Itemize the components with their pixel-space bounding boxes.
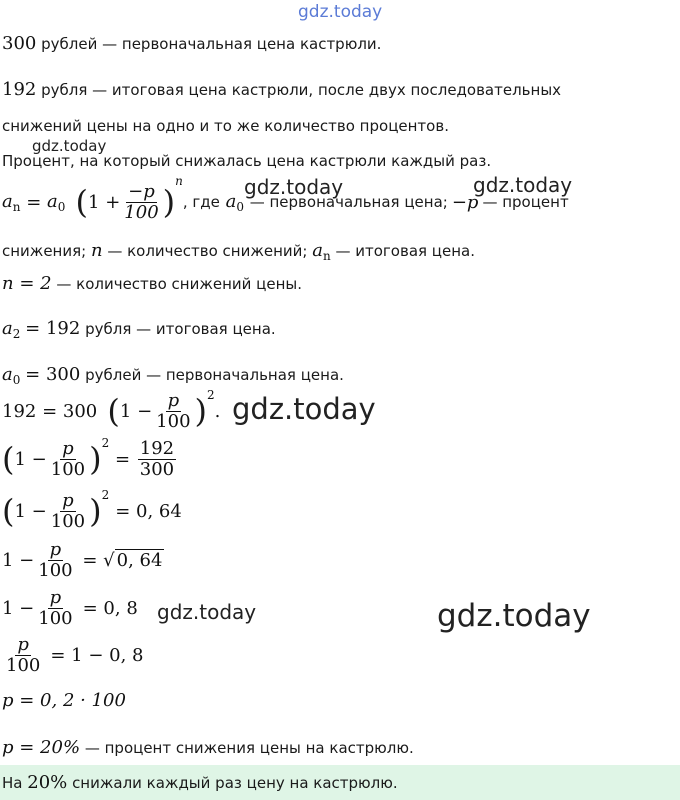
line-a0 bbox=[2, 364, 344, 387]
a2-symbol: $a_2$ bbox=[2, 318, 21, 341]
one-minus: 1 − bbox=[2, 597, 35, 619]
line-definitions bbox=[2, 240, 475, 263]
one-minus: 1 − bbox=[14, 500, 47, 522]
value-192: 192 bbox=[2, 79, 37, 100]
fraction-192-300 bbox=[138, 439, 176, 480]
an-symbol: $a_n$ bbox=[312, 240, 331, 263]
sqrt-value: 0, 64 bbox=[116, 550, 163, 571]
equation-7: p = 0, 2 · 100 bbox=[2, 690, 126, 711]
answer-line bbox=[2, 772, 398, 793]
eq-right: = 0, 8 bbox=[82, 597, 138, 619]
watermark: gdz.today bbox=[32, 137, 107, 155]
exponent: 2 bbox=[101, 488, 110, 502]
minus-p-symbol: −p bbox=[451, 191, 479, 213]
paren-open: ( bbox=[2, 492, 15, 530]
answer-value: 20% bbox=[27, 772, 68, 793]
value-300: 300 bbox=[2, 33, 37, 54]
one-minus: 1 − bbox=[2, 549, 35, 571]
math-p-20: p = 20% bbox=[2, 737, 81, 758]
fraction-num: p bbox=[62, 489, 74, 511]
watermark: gdz.today bbox=[473, 173, 573, 197]
line-a2 bbox=[2, 318, 276, 341]
equation-3 bbox=[2, 486, 182, 536]
equation-1 bbox=[2, 386, 220, 436]
watermark: gdz.today bbox=[244, 175, 344, 199]
watermark-top: gdz.today bbox=[298, 2, 383, 22]
fraction-den: 100 bbox=[156, 410, 191, 432]
formula-line bbox=[2, 172, 569, 232]
fraction-den: 100 bbox=[124, 201, 159, 223]
exponent: 2 bbox=[101, 436, 110, 450]
line-n-equals-2 bbox=[2, 273, 302, 294]
math-n-eq: n = 2 bbox=[2, 273, 52, 294]
paren-open: ( bbox=[97, 392, 120, 430]
fraction-num: p bbox=[62, 437, 74, 459]
equation-6 bbox=[2, 630, 144, 680]
line-result bbox=[2, 737, 414, 758]
fraction bbox=[36, 540, 74, 581]
fraction-den: 100 bbox=[50, 458, 86, 480]
fraction bbox=[154, 391, 192, 432]
text: , где bbox=[182, 193, 220, 211]
equals: = bbox=[109, 448, 136, 470]
fraction-num: p bbox=[49, 538, 62, 560]
paren-close: ) bbox=[194, 392, 208, 430]
text: снижали каждый раз цену на кастрюлю. bbox=[72, 774, 398, 792]
line-final-price bbox=[2, 79, 561, 100]
text: — первоначальная цена; bbox=[249, 193, 448, 211]
paren-open: ( bbox=[2, 440, 15, 478]
text: рубля — итоговая цена. bbox=[85, 320, 276, 338]
text: — процент bbox=[482, 193, 569, 211]
fraction-den: 100 bbox=[38, 559, 73, 581]
equals: = √ bbox=[76, 549, 115, 571]
fraction-num: 192 bbox=[139, 437, 175, 459]
period: . bbox=[214, 400, 221, 422]
math-a0-eq: = 300 bbox=[25, 364, 81, 385]
formula-paren-open: ( bbox=[65, 183, 89, 221]
text: — количество снижений; bbox=[107, 242, 308, 260]
eq-right: = 1 − 0, 8 bbox=[50, 644, 144, 666]
equation-5 bbox=[2, 583, 138, 633]
formula-paren-close: ) bbox=[162, 183, 176, 221]
text: рублей — первоначальная цена. bbox=[85, 366, 344, 384]
a0-symbol: $a_0$ bbox=[219, 190, 244, 214]
fraction bbox=[49, 439, 87, 480]
formula-exp: n bbox=[175, 174, 183, 188]
paren-close: ) bbox=[89, 440, 102, 478]
fraction-den: 100 bbox=[6, 654, 41, 676]
formula-fraction bbox=[122, 182, 160, 223]
fraction-num: −p bbox=[128, 180, 155, 202]
fraction bbox=[49, 491, 87, 532]
formula-an: $a_n$ bbox=[2, 190, 21, 214]
math-a2-eq: = 192 bbox=[25, 318, 81, 339]
watermark: gdz.today bbox=[437, 598, 591, 634]
text: рублей — первоначальная цена кастрюли. bbox=[41, 35, 382, 53]
fraction-num: p bbox=[167, 389, 180, 411]
text: рубля — итоговая цена кастрюли, после двух последовательных bbox=[41, 81, 562, 99]
eq-left: 192 = 300 bbox=[2, 400, 98, 422]
formula-eq: = bbox=[20, 191, 47, 213]
text: снижения; bbox=[2, 242, 87, 260]
fraction-num: p bbox=[49, 586, 62, 608]
watermark: gdz.today bbox=[232, 392, 376, 426]
fraction bbox=[36, 588, 74, 629]
eq-right: = 0, 64 bbox=[115, 500, 182, 522]
line-question: Процент, на который снижалась цена кастрюли каждый раз. bbox=[2, 152, 492, 170]
text: — процент снижения цены на кастрюлю. bbox=[84, 739, 414, 757]
text: — количество снижений цены. bbox=[56, 275, 303, 293]
equation-2 bbox=[2, 434, 178, 484]
fraction bbox=[4, 635, 42, 676]
fraction-den: 100 bbox=[38, 607, 73, 629]
exponent: 2 bbox=[207, 388, 215, 402]
one-minus: 1 − bbox=[14, 448, 47, 470]
paren-close: ) bbox=[89, 492, 102, 530]
a0-symbol: $a_0$ bbox=[2, 364, 21, 387]
fraction-den: 100 bbox=[50, 510, 86, 532]
watermark: gdz.today bbox=[157, 600, 257, 624]
equation-4 bbox=[2, 535, 164, 585]
formula-one-plus: 1 + bbox=[88, 191, 121, 213]
text: — итоговая цена. bbox=[335, 242, 476, 260]
text: На bbox=[2, 774, 23, 792]
one-minus: 1 − bbox=[119, 400, 153, 422]
formula-a0: $a_0$ bbox=[47, 190, 66, 214]
fraction-num: p bbox=[17, 633, 29, 655]
line-final-price-cont: снижений цены на одно и то же количество процентов. bbox=[2, 117, 449, 135]
n-symbol: n bbox=[90, 240, 103, 261]
line-initial-price bbox=[2, 33, 381, 54]
fraction-den: 300 bbox=[139, 458, 175, 480]
